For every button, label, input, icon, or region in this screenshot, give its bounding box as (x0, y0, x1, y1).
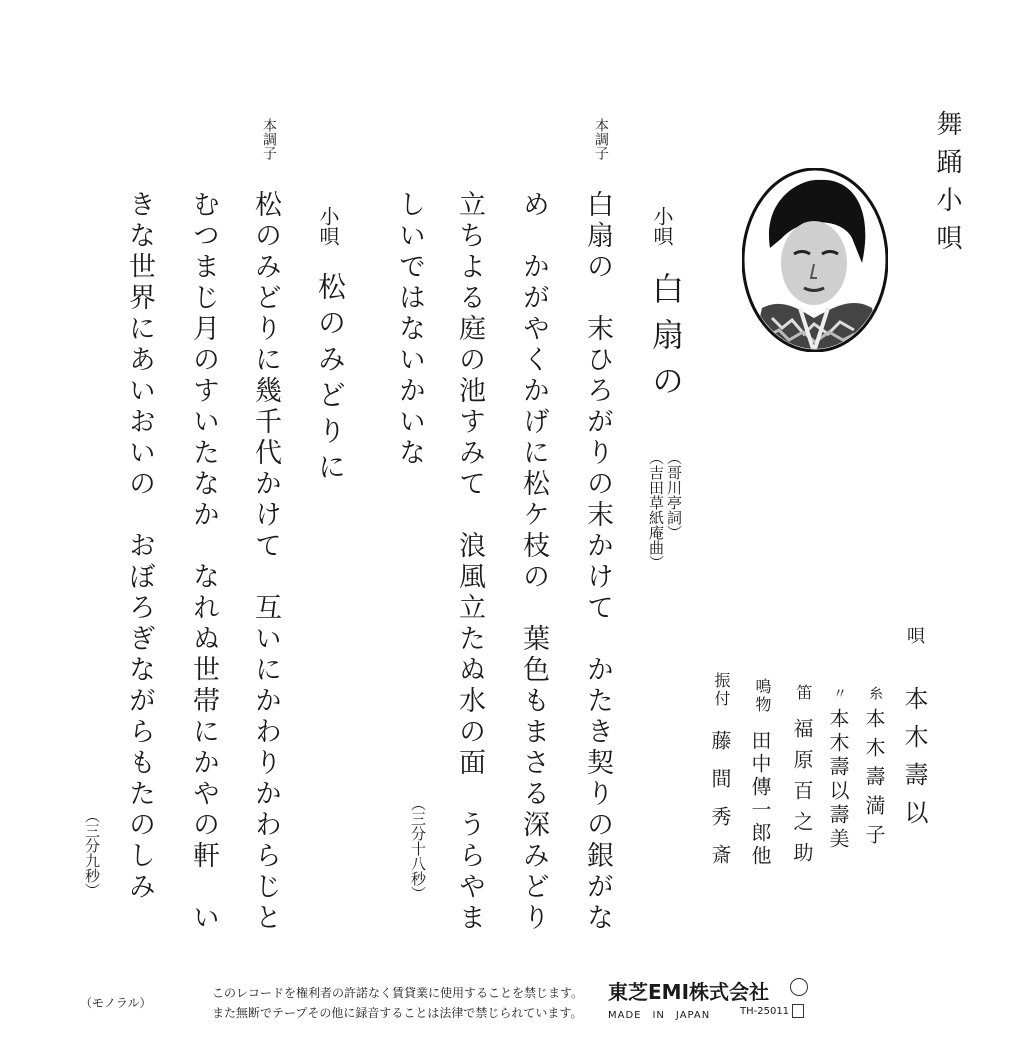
song2-line: 松のみどりに幾千代かけて 互いにかわりかわらじと (250, 190, 281, 934)
credit-role-narimono: 鳴物 (753, 678, 772, 714)
song2-tuning: 本調子 (261, 118, 277, 160)
song1-title: 白扇の (647, 272, 685, 410)
song1-genre: 小唄 (650, 206, 674, 246)
song2-line: むつまじ月のすいたなか なれぬ世帯にかやの軒 い (188, 190, 219, 934)
credit-role-ito: 糸 (867, 686, 883, 702)
song2-line: きな世界にあいおいの おぼろぎながらもたのしみ (124, 190, 155, 903)
credit-name-ito2: 本木壽以壽美 (826, 708, 850, 852)
song1-duration: （三分十八秒） (409, 796, 427, 901)
song2-genre: 小唄 (316, 206, 340, 246)
credit-role-singer: 唄 (904, 626, 925, 646)
song1-line: 白扇の 末ひろがりの末かけて かたき契りの銀がな (582, 190, 613, 934)
credit-name-narimono: 田中傳一郎他 (748, 730, 772, 868)
catalog-number: TH-25011 (740, 1006, 790, 1017)
notice-line-1: このレコードを権利者の許諾なく賃貸業に使用することを禁じます。 (212, 986, 584, 1000)
song2-duration: （三分九秒） (83, 808, 101, 898)
company-name: 東芝EMI株式会社 (608, 980, 770, 1004)
song1-line: しいではないかいな (394, 190, 425, 469)
song1-composer: （吉田草紙庵曲） (647, 450, 665, 570)
mono-label: （モノラル） (80, 996, 152, 1010)
song1-tuning: 本調子 (593, 118, 609, 160)
record-mark-icon (790, 978, 808, 996)
credit-name-fue: 福原百之助 (790, 718, 814, 873)
song2-title: 松のみどりに (314, 272, 347, 488)
credit-name-singer: 本木壽以 (900, 686, 928, 838)
made-in-label: MADE IN JAPAN (608, 1010, 711, 1021)
series-title: 舞踊小唄 (932, 110, 962, 262)
singer-portrait (742, 168, 888, 352)
credit-role-ito2: 〃 (831, 686, 847, 702)
notice-line-2: また無断でテープその他に録音することは法律で禁じられています。 (212, 1006, 583, 1020)
credit-role-furitsuke: 振付 (712, 672, 731, 708)
credit-name-furitsuke: 藤間秀斎 (708, 730, 732, 882)
credit-role-fue: 笛 (794, 684, 813, 702)
song1-line: 立ちよる庭の池すみて 浪風立たぬ水の面 うらやま (454, 190, 485, 934)
price-mark-icon (792, 1004, 804, 1018)
song1-line: め かがやくかげに松ケ枝の 葉色もまさる深みどり (518, 190, 549, 934)
song1-lyricist: （哥川亭詞） (665, 450, 683, 540)
credit-name-ito: 本木壽満子 (862, 708, 886, 853)
